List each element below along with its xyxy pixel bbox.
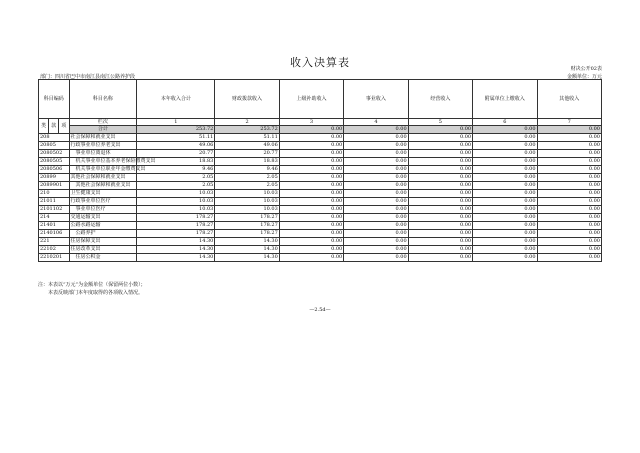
row-value: 178.27 xyxy=(215,222,279,230)
row-value: 49.06 xyxy=(215,142,279,150)
table-row xyxy=(39,182,602,190)
table-row xyxy=(39,142,602,150)
row-value: 178.27 xyxy=(137,214,215,222)
row-value: 9.46 xyxy=(137,166,215,174)
form-number: 财决公开02表 xyxy=(570,66,602,72)
note-line: 注：本表以“万元”为金额单位（保留两位小数）； xyxy=(38,282,146,288)
row-value: 0.00 xyxy=(537,254,601,262)
table-row xyxy=(39,246,602,254)
row-value: 0.00 xyxy=(279,150,343,158)
row-value: 0.00 xyxy=(344,214,408,222)
row-value: 0.00 xyxy=(473,206,537,214)
table-notes xyxy=(38,281,146,297)
col-affiliated-header: 附属单位上缴收入 xyxy=(473,80,537,119)
row-code: 210 xyxy=(39,190,70,198)
row-value: 0.00 xyxy=(408,174,472,182)
row-value: 0.00 xyxy=(408,150,472,158)
row-value: 0.00 xyxy=(344,246,408,254)
row-code: 20805 xyxy=(39,142,70,150)
table-row xyxy=(39,190,602,198)
row-value: 0.00 xyxy=(279,206,343,214)
row-value: 0.00 xyxy=(537,206,601,214)
row-value: 0.00 xyxy=(344,206,408,214)
row-value: 0.00 xyxy=(279,214,343,222)
col-seq-3: 3 xyxy=(279,119,343,126)
row-value: 14.30 xyxy=(137,254,215,262)
row-value: 20.77 xyxy=(215,150,279,158)
row-value: 0.00 xyxy=(537,238,601,246)
row-value: 0.00 xyxy=(473,166,537,174)
total-label: 合计 xyxy=(69,126,137,134)
col-name-header: 科目名称 xyxy=(69,80,137,119)
sub-header-xiang: 项 xyxy=(59,119,69,134)
row-value: 0.00 xyxy=(473,174,537,182)
total-value: 0.00 xyxy=(279,126,343,134)
row-value: 2.05 xyxy=(215,174,279,182)
row-name: 卫生健康支出 xyxy=(69,190,137,198)
note-line: 本表反映部门本年度取得的各项收入情况。 xyxy=(48,290,144,296)
row-value: 0.00 xyxy=(537,134,601,142)
row-value: 0.00 xyxy=(408,182,472,190)
row-value: 20.77 xyxy=(137,150,215,158)
total-value: 0.00 xyxy=(473,126,537,134)
table-row xyxy=(39,150,602,158)
table-row xyxy=(39,254,602,262)
total-value: 0.00 xyxy=(408,126,472,134)
sub-header-lei: 类 xyxy=(39,119,49,134)
row-code: 221 xyxy=(39,238,70,246)
table-row xyxy=(39,134,602,142)
row-code: 2089901 xyxy=(39,182,70,190)
row-code: 21401 xyxy=(39,222,70,230)
row-value: 0.00 xyxy=(473,150,537,158)
row-value: 0.00 xyxy=(344,222,408,230)
row-value: 0.00 xyxy=(473,214,537,222)
row-value: 0.00 xyxy=(537,190,601,198)
row-value: 14.30 xyxy=(215,238,279,246)
col-business-header: 事业收入 xyxy=(344,80,408,119)
row-name: 事业单位医疗 xyxy=(69,206,137,214)
row-value: 0.00 xyxy=(344,238,408,246)
row-value: 0.00 xyxy=(279,222,343,230)
row-value: 0.00 xyxy=(279,198,343,206)
row-value: 0.00 xyxy=(408,198,472,206)
table-row xyxy=(39,222,602,230)
row-value: 178.27 xyxy=(215,214,279,222)
total-value: 253.72 xyxy=(215,126,279,134)
row-name: 公路养护 xyxy=(69,230,137,238)
row-value: 0.00 xyxy=(279,158,343,166)
row-value: 10.03 xyxy=(137,198,215,206)
row-name: 社会保障和就业支出 xyxy=(69,134,137,142)
table-row xyxy=(39,206,602,214)
row-value: 0.00 xyxy=(537,246,601,254)
row-value: 0.00 xyxy=(344,230,408,238)
department-label: 部门：四川省巴中市南江县南江公路养护段 xyxy=(40,74,136,80)
row-value: 0.00 xyxy=(408,230,472,238)
header-row xyxy=(39,80,602,119)
row-value: 0.00 xyxy=(473,198,537,206)
row-value: 0.00 xyxy=(473,142,537,150)
table-row xyxy=(39,174,602,182)
col-seq-6: 6 xyxy=(473,119,537,126)
row-value: 2.05 xyxy=(215,182,279,190)
row-name: 住房改革支出 xyxy=(69,246,137,254)
row-value: 0.00 xyxy=(408,134,472,142)
row-value: 0.00 xyxy=(408,238,472,246)
page-title: 收入决算表 xyxy=(290,56,350,69)
row-value: 0.00 xyxy=(408,142,472,150)
col-superior-header: 上级补助收入 xyxy=(279,80,343,119)
row-code: 2101102 xyxy=(39,206,70,214)
row-code: 2210201 xyxy=(39,254,70,262)
row-name: 事业单位离退休 xyxy=(69,150,137,158)
row-value: 18.83 xyxy=(137,158,215,166)
row-value: 0.00 xyxy=(473,246,537,254)
row-value: 0.00 xyxy=(473,238,537,246)
row-code: 208 xyxy=(39,134,70,142)
row-value: 0.00 xyxy=(408,190,472,198)
row-value: 0.00 xyxy=(537,166,601,174)
col-seq-4: 4 xyxy=(344,119,408,126)
total-value: 0.00 xyxy=(537,126,601,134)
row-value: 0.00 xyxy=(279,238,343,246)
row-name: 住房公积金 xyxy=(69,254,137,262)
col-operating-header: 经营收入 xyxy=(408,80,472,119)
row-value: 0.00 xyxy=(537,150,601,158)
row-value: 0.00 xyxy=(279,254,343,262)
row-value: 0.00 xyxy=(473,254,537,262)
row-name: 公路水路运输 xyxy=(69,222,137,230)
row-value: 178.27 xyxy=(137,230,215,238)
row-value: 51.11 xyxy=(137,134,215,142)
total-row xyxy=(39,126,602,134)
row-name: 住房保障支出 xyxy=(69,238,137,246)
row-value: 0.00 xyxy=(408,254,472,262)
row-value: 0.00 xyxy=(408,158,472,166)
col-seq-label: 栏次 xyxy=(69,119,137,126)
row-value: 0.00 xyxy=(279,174,343,182)
row-value: 0.00 xyxy=(344,134,408,142)
row-value: 0.00 xyxy=(537,174,601,182)
row-name: 行政事业单位医疗 xyxy=(69,198,137,206)
amount-unit: 金额单位：万元 xyxy=(566,74,602,80)
table-row xyxy=(39,158,602,166)
row-value: 0.00 xyxy=(408,246,472,254)
row-value: 0.00 xyxy=(537,198,601,206)
row-value: 0.00 xyxy=(344,166,408,174)
total-value: 0.00 xyxy=(344,126,408,134)
row-code: 20899 xyxy=(39,174,70,182)
column-index-row xyxy=(39,119,602,126)
page-number: —2.5d— xyxy=(309,307,331,313)
row-name: 机关事业单位基本养老保险缴费支出 xyxy=(69,158,137,166)
row-value: 18.83 xyxy=(215,158,279,166)
row-value: 0.00 xyxy=(473,182,537,190)
row-value: 0.00 xyxy=(473,222,537,230)
sub-header-kuan: 款 xyxy=(49,119,59,134)
table-row xyxy=(39,230,602,238)
col-seq-2: 2 xyxy=(215,119,279,126)
col-seq-7: 7 xyxy=(537,119,601,126)
col-seq-5: 5 xyxy=(408,119,472,126)
row-value: 0.00 xyxy=(537,214,601,222)
col-seq-1: 1 xyxy=(137,119,215,126)
row-value: 0.00 xyxy=(344,150,408,158)
row-value: 10.03 xyxy=(215,206,279,214)
row-value: 0.00 xyxy=(344,174,408,182)
row-name: 行政事业单位养老支出 xyxy=(69,142,137,150)
col-other-header: 其他收入 xyxy=(537,80,601,119)
row-value: 0.00 xyxy=(537,230,601,238)
row-value: 10.03 xyxy=(137,206,215,214)
col-fiscal-header: 财政拨款收入 xyxy=(215,80,279,119)
row-code: 214 xyxy=(39,214,70,222)
row-value: 49.06 xyxy=(137,142,215,150)
row-value: 0.00 xyxy=(279,182,343,190)
row-name: 机关事业单位职业年金缴费支出 xyxy=(69,166,137,174)
table-row xyxy=(39,214,602,222)
row-value: 0.00 xyxy=(473,158,537,166)
row-value: 14.30 xyxy=(137,238,215,246)
income-table xyxy=(38,79,602,262)
row-code: 22102 xyxy=(39,246,70,254)
row-value: 0.00 xyxy=(279,166,343,174)
row-value: 0.00 xyxy=(408,206,472,214)
row-value: 0.00 xyxy=(473,190,537,198)
row-value: 2.05 xyxy=(137,182,215,190)
row-value: 0.00 xyxy=(344,190,408,198)
row-value: 14.30 xyxy=(137,246,215,254)
col-code-header: 科目编码 xyxy=(39,80,70,119)
row-value: 51.11 xyxy=(215,134,279,142)
table-row xyxy=(39,238,602,246)
row-value: 10.03 xyxy=(215,198,279,206)
row-value: 9.46 xyxy=(215,166,279,174)
row-value: 0.00 xyxy=(537,222,601,230)
row-name: 其他社会保障和就业支出 xyxy=(69,182,137,190)
row-name: 交通运输支出 xyxy=(69,214,137,222)
row-value: 0.00 xyxy=(537,142,601,150)
row-value: 0.00 xyxy=(408,214,472,222)
row-value: 0.00 xyxy=(344,254,408,262)
row-value: 0.00 xyxy=(279,246,343,254)
row-value: 0.00 xyxy=(473,134,537,142)
row-value: 0.00 xyxy=(344,158,408,166)
row-code: 2140106 xyxy=(39,230,70,238)
row-value: 14.30 xyxy=(215,246,279,254)
row-value: 0.00 xyxy=(537,158,601,166)
row-value: 178.27 xyxy=(215,230,279,238)
table-row xyxy=(39,166,602,174)
row-value: 0.00 xyxy=(473,230,537,238)
row-value: 2.05 xyxy=(137,174,215,182)
row-value: 14.30 xyxy=(215,254,279,262)
row-value: 0.00 xyxy=(279,190,343,198)
row-name: 其他社会保障和就业支出 xyxy=(69,174,137,182)
row-value: 0.00 xyxy=(408,166,472,174)
col-total-header: 本年收入合计 xyxy=(137,80,215,119)
row-value: 10.03 xyxy=(137,190,215,198)
row-value: 0.00 xyxy=(344,182,408,190)
row-value: 0.00 xyxy=(408,222,472,230)
row-value: 0.00 xyxy=(279,134,343,142)
row-value: 10.03 xyxy=(215,190,279,198)
row-code: 2080505 xyxy=(39,158,70,166)
row-value: 0.00 xyxy=(279,230,343,238)
row-value: 0.00 xyxy=(537,182,601,190)
row-value: 0.00 xyxy=(344,142,408,150)
table-row xyxy=(39,198,602,206)
row-value: 178.27 xyxy=(137,222,215,230)
row-value: 0.00 xyxy=(279,142,343,150)
row-code: 2080506 xyxy=(39,166,70,174)
row-code: 2080502 xyxy=(39,150,70,158)
row-code: 21011 xyxy=(39,198,70,206)
total-value: 253.72 xyxy=(137,126,215,134)
row-value: 0.00 xyxy=(344,198,408,206)
